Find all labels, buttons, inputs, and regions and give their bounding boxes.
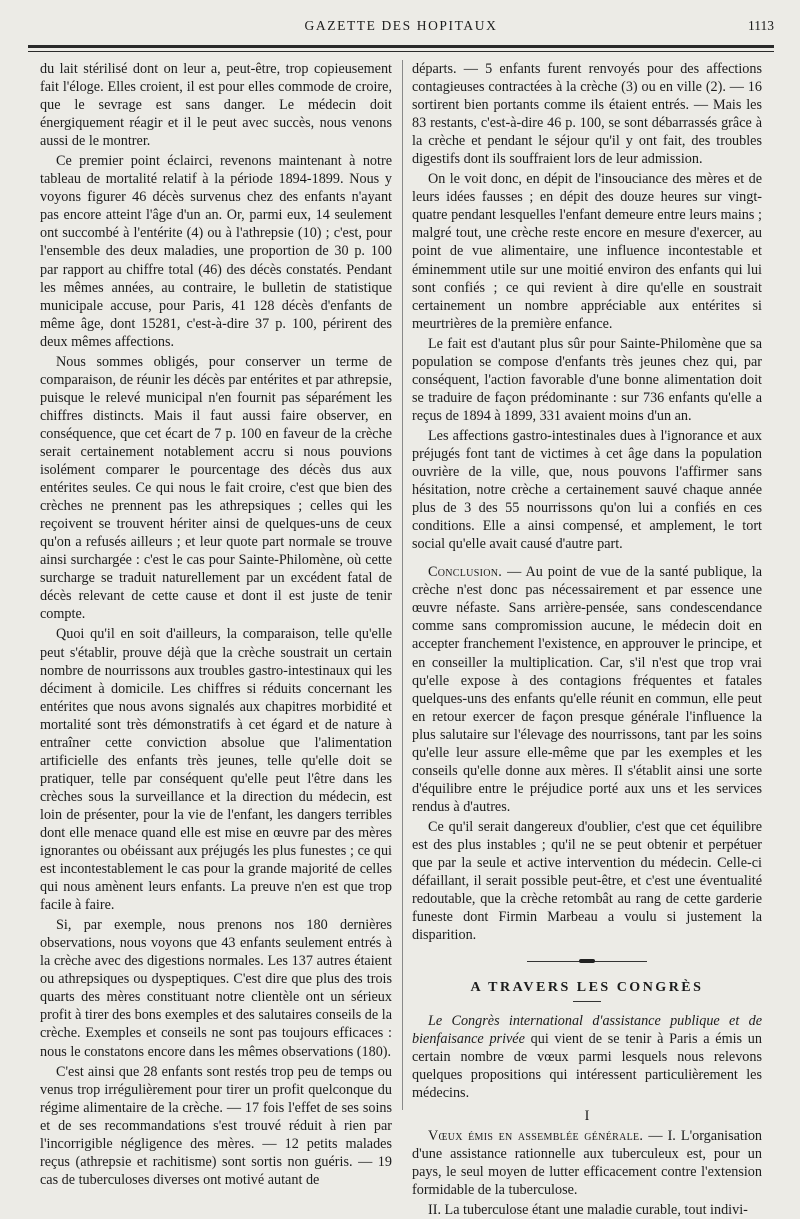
congres-paragraph (412, 1012, 762, 1102)
paragraph: Les affections gastro-intestinales dues à l'ignorance et aux préjugés font tant de victimes à cet âge dans la population ouvrière de la ville, que, nous pouvons l'affirmer sans hésitation, notre crèche a certainement sauvé chaque année plus de 3 des 55 nourrissons qu'on lui a confiés en ces conditions. Elle a ainsi compensé, et amplement, le tort social qu'elle avait causé d'autre part. (412, 427, 762, 553)
paragraph: C'est ainsi que 28 enfants sont restés trop peu de temps ou venus trop irrégulièrement pour tirer un profit quelconque du régime alimentaire de la crèche. — 17 fois l'effet de ses soins et de ses recommandations s'est trouvé réduit à rien par l'incorrigible négligence des mères. — 12 petits malades reçus (athrepsie et rachitisme) sont sortis non guéris. — 19 cas de tuberculoses diverses ont motivé autant de (40, 1063, 392, 1188)
section-separator (527, 958, 647, 965)
paragraph: du lait stérilisé dont on leur a, peut-être, trop copieusement fait l'éloge. Elles croient, il est pour elles commode de croire, que le sevrage est sans danger. Le médecin doit énergiquement réagir et il le peut avec succès, nous venons aussi de le montrer. (40, 61, 392, 150)
conclusion-text: — Au point de vue de la santé publique, la crèche n'est donc pas nécessairement et par essence une œuvre néfaste. Sans arrière-pensée, sans condescendance comme sans compromission aucune, le médecin doit en accepter franchement l'existence, en approuver le principe, et en conseiller la multiplication. Car, s'il n'est que trop vrai qu'elle expose à des contagions fréquentes et fatales quelques-uns des enfants qu'elle réunit en commun, elle peut en retour exercer de façon presque générale l'influence la plus salutaire sur l'élevage des nourrissons, tant par les soins qu'elle leur assure elle-même que par les exemples et les conseils qu'elle donne aux mères. Il s'établit ainsi une sorte d'équilibre entre le préjudice porté aux uns et les services rendus à d'autres. (412, 564, 762, 815)
paragraph: Le fait est d'autant plus sûr pour Sainte-Philomène que sa population se compose d'enfants très jeunes chez qui, par conséquent, l'action favorable d'une bonne alimentation doit se traduire de façon prédominante : sur 736 enfants qu'elle a reçus de 1894 à 1899, 331 avaient moins d'un an. (412, 335, 762, 424)
running-title: GAZETTE DES HOPITAUX (304, 18, 498, 33)
paragraph: On le voit donc, en dépit de l'insouciance des mères et de leurs idées fausses ; en dépit des douze heures sur vingt-quatre pendant lesquelles l'enfant demeure entre leurs mains ; malgré tout, une crèche reste encore en mesure d'exercer, au point de vue alimentaire, une influence incontestable et éminemment utile sur une moitié environ des enfants qui lui sont confiés ; ce qui revient à dire qu'elle en soustrait certainement un nombre appréciable aux entérites si meurtrières de la première enfance. (412, 171, 762, 332)
conclusion-paragraph (412, 563, 762, 816)
roman-numeral: I (584, 1107, 590, 1124)
right-column (412, 60, 763, 1218)
conclusion-label: Conclusion. (428, 564, 503, 581)
congres-title: Le Congrès international d'assistance publique et de bienfaisance privée (412, 1013, 762, 1048)
paragraph: départs. — 5 enfants furent renvoyés pour des affections contagieuses contractées à la crèche (3) ou en ville (2). — 16 sortirent bien portants comme ils étaient entrés. — Mais les 83 restants, c'est-à-dire 46 p. 100, se sont débarrassés grâce à la crèche et pendant le séjour qu'il y ont fait, des troubles digestifs dont ils souffraient lors de leur admission. (412, 61, 762, 168)
paragraph: Ce qu'il serait dangereux d'oublier, c'est que cet équilibre est des plus instables ; qu'il ne se peut obtenir et perpétuer que par la seule et active intervention du médecin. Celle-ci défaillant, il serait possible peut-être, et c'est une éventualité redoutable, que la crèche retombât au rang de cette garderie funeste dont Firmin Marbeau a voulu si justement la disparition. (412, 818, 762, 944)
paragraph: Quoi qu'il en soit d'ailleurs, la comparaison, telle qu'elle peut s'établir, prouve déjà que la crèche soustrait un certain nombre de nourrissons aux troubles gastro-intestinaux qui les déciment à domicile. Les chiffres si réduits concernant les entérites que nous avons signalés aux chapitres morbidité et mortalité sont très démonstratifs à cet égard et de nature à entraîner cette conviction absolue que l'alimentation artificielle des enfants très jeunes, telle qu'elle doit se pratiquer, telle par conséquent qu'elle peut l'être dans les crèches sous la surveillance et la direction du médecin, est loin de présenter, pour la vie de l'enfant, les dangers terribles dont elle menace quand elle est mise en œuvre par des mères ignorantes ou obéissant aux préjugés les plus funestes ; ce qui est incontestablement le cas pour la grande majorité de celles qui nous amènent leurs enfants. La preuve n'en est que trop facile à faire. (40, 626, 392, 914)
voeux-label: Vœux émis en assemblée générale. (428, 1127, 644, 1144)
column-divider (402, 60, 403, 1110)
paragraph: Si, par exemple, nous prenons nos 180 dernières observations, nous voyons que 43 enfants seulement entrés à la crèche avec des digestions normales. Les 137 autres étaient ou athrepsiques ou dyspeptiques. C'est dire que plus des trois quarts des mères constituant notre clientèle ont un sérieux profit à tirer des bons exemples et des salutaires conseils de la crèche. Exemples et conseils ne sont pas toujours efficaces : nous le constatons encore dans les mêmes observations (180). (40, 917, 392, 1060)
paragraph: Ce premier point éclairci, revenons maintenant à notre tableau de mortalité relatif à la période 1894-1899. Nous y voyons figurer 46 décès survenus chez des enfants n'ayant pas encore atteint l'âge d'un an. Or, parmi eux, 14 seulement ont succombé à l'entérite (4) ou à l'athrepsie (10) ; c'est, pour l'ensemble des deux maladies, une proportion de 30 p. 100 par rapport au chiffre total (46) des décès constatés. Pendant les mêmes années, au contraire, le bulletin de statistique municipale accuse, pour Paris, 41 128 décès d'enfants de même âge, dont 15281, c'est-à-dire 37 p. 100, périrent des deux mêmes affections. (40, 153, 392, 350)
paragraph: Nous sommes obligés, pour conserver un terme de comparaison, de réunir les décès par entérites et par athrepsie, puisque le relevé municipal n'en fournit pas séparément les chiffres distincts. Mais il faut aussi faire observer, en conséquence, que cet écart de 7 p. 100 en faveur de la crèche serait certainement notablement accru si nous pouvions isolément comparer le pourcentage des décès dus aux entérites seules. Ce qui nous le fait croire, c'est que bien des crèches ne prennent pas les athrepsiques ; celles qui les reçoivent se trouvent hériter ainsi de quelques-uns de ceux qu'on a refusés ailleurs ; et leur quote part normale se trouve ainsi surchargée : c'est le cas pour Sainte-Philomène, où cette surcharge se traduit naturellement par un excédent fatal de décès relevant de cette cause et dont il est juste de tenir compte. (40, 353, 392, 623)
page-header (28, 18, 774, 40)
left-column (40, 60, 392, 1188)
heading-rule (573, 1001, 601, 1002)
voeux-text: — I. L'organisation d'une assistance rationnelle aux tuberculeux est, pour un pays, le seul moyen de lutter efficacement contre l'extension formidable de la tuberculose. (412, 1127, 763, 1198)
page-number: 1113 (748, 18, 774, 33)
section-heading: A TRAVERS LES CONGRÈS (470, 980, 704, 996)
voeux-paragraph (412, 1127, 762, 1199)
header-rule-thin (28, 51, 774, 52)
paragraph: II. La tuberculose étant une maladie curable, tout indivi- (428, 1201, 748, 1218)
header-rule-thick (28, 45, 774, 48)
congres-text: qui vient de se tenir à Paris a émis un certain nombre de vœux parmi lesquels nous relevons quelques propositions qui intéressent particulièrement les médecins. (412, 1031, 762, 1102)
